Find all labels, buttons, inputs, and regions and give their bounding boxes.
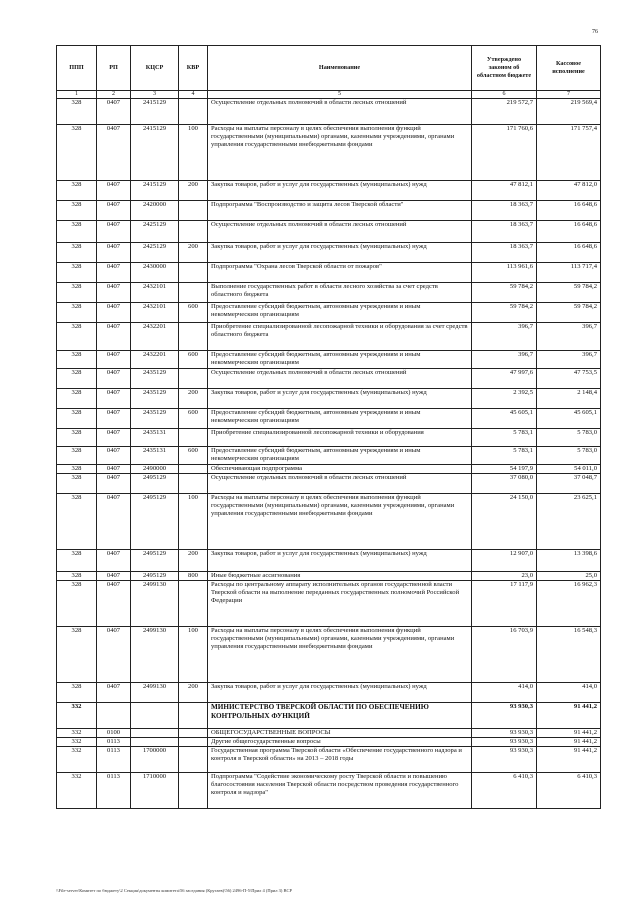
cell-approved: 2 392,5 [472, 389, 537, 409]
cell-cash: 5 783,0 [537, 447, 601, 465]
cell-name: ОБЩЕГОСУДАРСТВЕННЫЕ ВОПРОСЫ [208, 729, 472, 738]
cell-kcsr: 2415129 [131, 181, 179, 201]
col-header-approved: Утверждено законом об областном бюджете [472, 46, 537, 91]
table-row [57, 581, 601, 627]
cell-name: Осуществление отдельных полномочий в области лесных отношений [208, 474, 472, 494]
cell-kcsr: 1710000 [131, 773, 179, 809]
column-number: 4 [179, 91, 208, 99]
cell-approved: 18 363,7 [472, 221, 537, 243]
cell-kvr [179, 729, 208, 738]
cell-approved: 59 784,2 [472, 303, 537, 323]
cell-kvr [179, 263, 208, 283]
cell-cash: 113 717,4 [537, 263, 601, 283]
col-header-ppp: ППП [57, 46, 97, 91]
cell-approved: 93 930,3 [472, 729, 537, 738]
cell-approved: 6 410,3 [472, 773, 537, 809]
cell-name: Расходы на выплаты персоналу в целях обеспечения выполнения функций государственными (муниципальными) органами, казенными учреждениями, органами управления государственными внебюджетными фондами [208, 494, 472, 550]
cell-kcsr: 2430000 [131, 263, 179, 283]
cell-approved: 47 997,6 [472, 369, 537, 389]
cell-cash: 91 441,2 [537, 703, 601, 729]
cell-cash: 23 625,1 [537, 494, 601, 550]
cell-cash: 16 648,6 [537, 201, 601, 221]
cell-approved: 23,0 [472, 572, 537, 581]
table-row [57, 283, 601, 303]
cell-name: Закупка товаров, работ и услуг для государственных (муниципальных) нужд [208, 389, 472, 409]
table-row [57, 747, 601, 773]
table-row [57, 323, 601, 351]
table-row [57, 627, 601, 683]
cell-name: Подпрограмма "Охрана лесов Тверской области от пожаров" [208, 263, 472, 283]
table-row [57, 125, 601, 181]
cell-cash: 47 812,0 [537, 181, 601, 201]
cell-kvr: 100 [179, 627, 208, 683]
cell-rp: 0407 [97, 263, 131, 283]
table-row [57, 572, 601, 581]
cell-rp: 0407 [97, 181, 131, 201]
cell-kcsr [131, 738, 179, 747]
table-row [57, 465, 601, 474]
table-row [57, 181, 601, 201]
column-number: 2 [97, 91, 131, 99]
cell-ppp: 328 [57, 627, 97, 683]
cell-ppp: 332 [57, 729, 97, 738]
header-row [57, 46, 601, 91]
cell-rp: 0100 [97, 729, 131, 738]
cell-name: Предоставление субсидий бюджетным, автономным учреждениям и иным некоммерческим организациям [208, 303, 472, 323]
cell-cash: 16 648,6 [537, 243, 601, 263]
cell-ppp: 328 [57, 263, 97, 283]
table-row [57, 389, 601, 409]
cell-kcsr: 2495129 [131, 494, 179, 550]
cell-name: Закупка товаров, работ и услуг для государственных (муниципальных) нужд [208, 181, 472, 201]
cell-cash: 16 962,3 [537, 581, 601, 627]
col-header-kcsr: КЦСР [131, 46, 179, 91]
cell-rp: 0113 [97, 747, 131, 773]
cell-ppp: 328 [57, 125, 97, 181]
cell-rp: 0407 [97, 201, 131, 221]
cell-cash: 414,0 [537, 683, 601, 703]
cell-rp: 0407 [97, 474, 131, 494]
cell-kvr [179, 474, 208, 494]
table-row [57, 369, 601, 389]
column-number: 7 [537, 91, 601, 99]
table-row [57, 729, 601, 738]
column-number: 5 [208, 91, 472, 99]
cell-name: Осуществление отдельных полномочий в области лесных отношений [208, 369, 472, 389]
cell-kvr [179, 738, 208, 747]
cell-kvr [179, 283, 208, 303]
cell-name: Другие общегосударственные вопросы [208, 738, 472, 747]
cell-kcsr: 2435131 [131, 447, 179, 465]
cell-kvr: 200 [179, 389, 208, 409]
cell-kcsr: 2435129 [131, 389, 179, 409]
table-row [57, 303, 601, 323]
cell-rp: 0113 [97, 773, 131, 809]
cell-rp: 0407 [97, 323, 131, 351]
cell-name: Приобретение специализированной лесопожарной техники и оборудования [208, 429, 472, 447]
cell-kcsr [131, 703, 179, 729]
cell-approved: 93 930,3 [472, 747, 537, 773]
cell-name: МИНИСТЕРСТВО ТВЕРСКОЙ ОБЛАСТИ ПО ОБЕСПЕЧЕНИЮ КОНТРОЛЬНЫХ ФУНКЦИЙ [208, 703, 472, 729]
cell-kcsr: 2420000 [131, 201, 179, 221]
cell-kvr [179, 201, 208, 221]
cell-rp: 0407 [97, 125, 131, 181]
cell-cash: 37 048,7 [537, 474, 601, 494]
cell-rp: 0407 [97, 683, 131, 703]
table-row [57, 773, 601, 809]
cell-approved: 45 605,1 [472, 409, 537, 429]
cell-approved: 171 760,6 [472, 125, 537, 181]
cell-kvr: 100 [179, 125, 208, 181]
cell-kvr [179, 773, 208, 809]
cell-rp: 0407 [97, 243, 131, 263]
cell-approved: 113 961,6 [472, 263, 537, 283]
table-row [57, 351, 601, 369]
cell-approved: 396,7 [472, 351, 537, 369]
cell-kcsr: 2425129 [131, 243, 179, 263]
cell-name: Иные бюджетные ассигнования [208, 572, 472, 581]
cell-name: Приобретение специализированной лесопожарной техники и оборудования за счет средств областного бюджета [208, 323, 472, 351]
cell-kcsr: 2435129 [131, 369, 179, 389]
cell-kvr [179, 465, 208, 474]
cell-approved: 59 784,2 [472, 283, 537, 303]
cell-kcsr: 2495129 [131, 572, 179, 581]
cell-approved: 16 703,9 [472, 627, 537, 683]
cell-kvr [179, 703, 208, 729]
cell-cash: 45 605,1 [537, 409, 601, 429]
cell-name: Осуществление отдельных полномочий в области лесных отношений [208, 221, 472, 243]
cell-ppp: 332 [57, 747, 97, 773]
cell-kcsr: 2435129 [131, 409, 179, 429]
cell-name: Подпрограмма "Воспроизводство и защита лесов Тверской области" [208, 201, 472, 221]
cell-kcsr: 2495129 [131, 550, 179, 572]
cell-kvr: 100 [179, 494, 208, 550]
cell-kvr: 600 [179, 409, 208, 429]
cell-ppp: 328 [57, 181, 97, 201]
table-row [57, 221, 601, 243]
cell-rp: 0407 [97, 389, 131, 409]
cell-ppp: 328 [57, 474, 97, 494]
cell-rp [97, 703, 131, 729]
cell-kvr: 800 [179, 572, 208, 581]
table-row [57, 738, 601, 747]
cell-ppp: 328 [57, 243, 97, 263]
cell-approved: 396,7 [472, 323, 537, 351]
table-body [57, 99, 601, 809]
cell-cash: 2 148,4 [537, 389, 601, 409]
cell-kcsr: 2432101 [131, 303, 179, 323]
cell-kvr [179, 747, 208, 773]
cell-cash: 16 648,6 [537, 221, 601, 243]
cell-ppp: 328 [57, 550, 97, 572]
cell-cash: 6 410,3 [537, 773, 601, 809]
cell-ppp: 328 [57, 323, 97, 351]
cell-rp: 0407 [97, 409, 131, 429]
cell-cash: 59 784,2 [537, 303, 601, 323]
cell-approved: 5 783,1 [472, 429, 537, 447]
table-row [57, 409, 601, 429]
cell-kcsr: 2495129 [131, 474, 179, 494]
column-number: 6 [472, 91, 537, 99]
cell-approved: 12 907,0 [472, 550, 537, 572]
cell-cash: 396,7 [537, 323, 601, 351]
cell-kcsr: 2499130 [131, 581, 179, 627]
cell-approved: 37 080,0 [472, 474, 537, 494]
table-row [57, 550, 601, 572]
cell-rp: 0407 [97, 447, 131, 465]
cell-kvr [179, 323, 208, 351]
cell-kcsr: 2435131 [131, 429, 179, 447]
cell-approved: 24 150,0 [472, 494, 537, 550]
cell-ppp: 328 [57, 683, 97, 703]
cell-approved: 17 117,9 [472, 581, 537, 627]
cell-approved: 93 930,3 [472, 703, 537, 729]
cell-name: Закупка товаров, работ и услуг для государственных (муниципальных) нужд [208, 683, 472, 703]
cell-name: Выполнение государственных работ в области лесного хозяйства за счет средств областного бюджета [208, 283, 472, 303]
file-path-footer: \\File-server\Комитет по бюджету\2 Секция\документы комитета\56 заседания (Кругаев)\56) 2496-П-5\Прил 4 (Прил 3) ВСР [56, 888, 293, 893]
cell-approved: 93 930,3 [472, 738, 537, 747]
cell-cash: 54 011,0 [537, 465, 601, 474]
cell-cash: 91 441,2 [537, 729, 601, 738]
cell-cash: 13 398,6 [537, 550, 601, 572]
cell-kvr: 600 [179, 447, 208, 465]
cell-kvr: 200 [179, 550, 208, 572]
cell-cash: 219 569,4 [537, 99, 601, 125]
table-row [57, 429, 601, 447]
cell-kcsr: 2432101 [131, 283, 179, 303]
cell-name: Закупка товаров, работ и услуг для государственных (муниципальных) нужд [208, 243, 472, 263]
column-number-row [57, 91, 601, 99]
cell-kcsr: 2425129 [131, 221, 179, 243]
column-number: 1 [57, 91, 97, 99]
col-header-rp: РП [97, 46, 131, 91]
cell-approved: 5 783,1 [472, 447, 537, 465]
cell-rp: 0407 [97, 494, 131, 550]
col-header-kvr: КВР [179, 46, 208, 91]
cell-ppp: 328 [57, 221, 97, 243]
cell-name: Государственная программа Тверской области «Обеспечение государственного надзора и контроля в Тверской области» на 2013 – 2018 годы [208, 747, 472, 773]
cell-approved: 219 572,7 [472, 99, 537, 125]
cell-ppp: 332 [57, 738, 97, 747]
cell-rp: 0407 [97, 465, 131, 474]
cell-kcsr: 2432201 [131, 351, 179, 369]
cell-ppp: 328 [57, 201, 97, 221]
cell-ppp: 328 [57, 283, 97, 303]
cell-ppp: 328 [57, 429, 97, 447]
cell-name: Обеспечивающая подпрограмма [208, 465, 472, 474]
cell-ppp: 328 [57, 369, 97, 389]
cell-cash: 16 548,3 [537, 627, 601, 683]
cell-ppp: 328 [57, 465, 97, 474]
cell-kvr: 200 [179, 181, 208, 201]
column-number: 3 [131, 91, 179, 99]
cell-kvr: 200 [179, 683, 208, 703]
cell-rp: 0407 [97, 99, 131, 125]
cell-rp: 0113 [97, 738, 131, 747]
cell-name: Предоставление субсидий бюджетным, автономным учреждениям и иным некоммерческим организациям [208, 447, 472, 465]
cell-kcsr: 1700000 [131, 747, 179, 773]
cell-ppp: 328 [57, 409, 97, 429]
cell-name: Осуществление отдельных полномочий в области лесных отношений [208, 99, 472, 125]
cell-kcsr: 2415129 [131, 125, 179, 181]
cell-name: Расходы на выплаты персоналу в целях обеспечения выполнения функций государственными (муниципальными) органами, казенными учреждениями, органами управления государственными внебюджетными фондами [208, 125, 472, 181]
table-row [57, 263, 601, 283]
table-row [57, 447, 601, 465]
table-row [57, 474, 601, 494]
cell-rp: 0407 [97, 550, 131, 572]
cell-kvr: 600 [179, 351, 208, 369]
cell-cash: 91 441,2 [537, 738, 601, 747]
cell-ppp: 328 [57, 581, 97, 627]
cell-approved: 54 197,9 [472, 465, 537, 474]
cell-rp: 0407 [97, 429, 131, 447]
cell-ppp: 328 [57, 303, 97, 323]
table-row [57, 201, 601, 221]
cell-ppp: 328 [57, 389, 97, 409]
cell-approved: 47 812,1 [472, 181, 537, 201]
cell-kcsr: 2499130 [131, 683, 179, 703]
cell-name: Расходы на выплаты персоналу в целях обеспечения выполнения функций государственными (муниципальными) органами, казенными учреждениями, органами управления государственными внебюджетными фондами [208, 627, 472, 683]
cell-ppp: 328 [57, 572, 97, 581]
budget-table [56, 45, 601, 809]
cell-rp: 0407 [97, 221, 131, 243]
cell-ppp: 328 [57, 351, 97, 369]
cell-approved: 18 363,7 [472, 201, 537, 221]
cell-rp: 0407 [97, 351, 131, 369]
cell-rp: 0407 [97, 369, 131, 389]
cell-cash: 171 757,4 [537, 125, 601, 181]
cell-kvr [179, 369, 208, 389]
cell-name: Расходы по центральному аппарату исполнительных органов государственной власти Тверской области на выполнение переданных государственных полномочий Российской Федерации [208, 581, 472, 627]
cell-rp: 0407 [97, 303, 131, 323]
cell-ppp: 332 [57, 703, 97, 729]
table-row [57, 243, 601, 263]
table-row [57, 703, 601, 729]
cell-ppp: 328 [57, 447, 97, 465]
cell-approved: 18 363,7 [472, 243, 537, 263]
cell-kcsr: 2499130 [131, 627, 179, 683]
cell-name: Закупка товаров, работ и услуг для государственных (муниципальных) нужд [208, 550, 472, 572]
col-header-name: Наименование [208, 46, 472, 91]
cell-kvr [179, 429, 208, 447]
cell-rp: 0407 [97, 283, 131, 303]
cell-ppp: 328 [57, 99, 97, 125]
cell-kcsr: 2415129 [131, 99, 179, 125]
cell-rp: 0407 [97, 581, 131, 627]
cell-cash: 59 784,2 [537, 283, 601, 303]
cell-name: Предоставление субсидий бюджетным, автономным учреждениям и иным некоммерческим организациям [208, 351, 472, 369]
cell-kvr [179, 99, 208, 125]
cell-approved: 414,0 [472, 683, 537, 703]
cell-kvr: 600 [179, 303, 208, 323]
cell-cash: 47 753,5 [537, 369, 601, 389]
cell-kcsr: 2490000 [131, 465, 179, 474]
cell-cash: 25,0 [537, 572, 601, 581]
cell-kvr: 200 [179, 243, 208, 263]
page-number: 76 [592, 29, 598, 35]
cell-cash: 5 783,0 [537, 429, 601, 447]
cell-rp: 0407 [97, 627, 131, 683]
col-header-cash: Кассовое исполнение [537, 46, 601, 91]
cell-kvr [179, 221, 208, 243]
cell-rp: 0407 [97, 572, 131, 581]
cell-name: Предоставление субсидий бюджетным, автономным учреждениям и иным некоммерческим организациям [208, 409, 472, 429]
cell-kvr [179, 581, 208, 627]
cell-cash: 396,7 [537, 351, 601, 369]
table-row [57, 683, 601, 703]
cell-ppp: 332 [57, 773, 97, 809]
cell-kcsr: 2432201 [131, 323, 179, 351]
cell-cash: 91 441,2 [537, 747, 601, 773]
cell-name: Подпрограмма "Содействие экономическому росту Тверской области и повышению благосостояния населения Тверской области посредством проведения государственного контроля и надзора" [208, 773, 472, 809]
cell-kcsr [131, 729, 179, 738]
cell-ppp: 328 [57, 494, 97, 550]
table-row [57, 494, 601, 550]
table-row [57, 99, 601, 125]
